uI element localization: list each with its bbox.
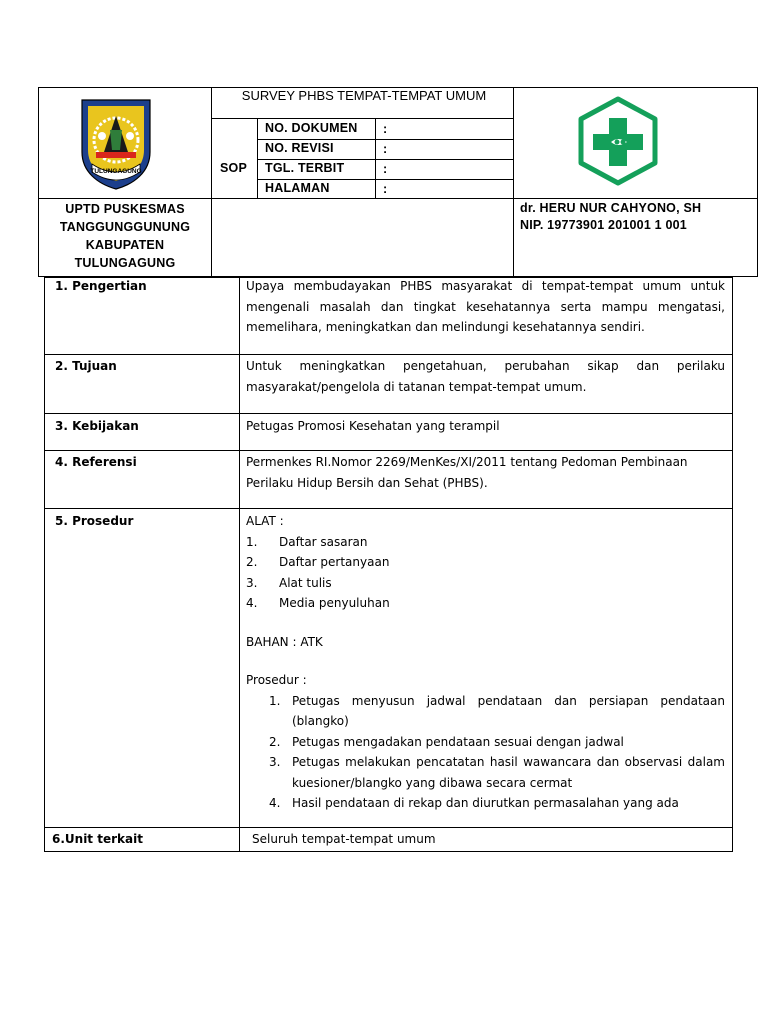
label-tujuan: 2. Tujuan <box>55 359 117 373</box>
signer-nip: NIP. 19773901 201001 1 001 <box>520 218 687 232</box>
puskesmas-logo <box>575 96 661 186</box>
list-item: 2. Petugas mengadakan pendataan sesuai dengan jadwal <box>269 734 624 749</box>
text-tujuan: Untuk meningkatkan pengetahuan, perubahan sikap dan perilaku masyarakat/pengelola di tatanan tempat-tempat umum. <box>246 359 725 394</box>
org-line-4: TULUNGAGUNG <box>74 256 176 270</box>
field-label-no-dokumen: NO. DOKUMEN <box>265 121 358 135</box>
field-value-no-dokumen: : <box>383 122 388 136</box>
shield-emblem-icon <box>76 96 156 192</box>
field-label-tgl-terbit: TGL. TERBIT <box>265 161 345 175</box>
logo-caption: TULUNGAGUNG <box>90 168 142 175</box>
text-referensi: Permenkes RI.Nomor 2269/MenKes/XI/2011 tentang Pedoman Pembinaan Perilaku Hidup Bersih dan Sehat (PHBS). <box>246 455 688 490</box>
label-prosedur: 5. Prosedur <box>55 514 134 528</box>
list-item: 2. Daftar pertanyaan <box>246 555 390 569</box>
field-value-no-revisi: : <box>383 142 388 156</box>
field-value-halaman: : <box>383 182 388 196</box>
label-kebijakan: 3. Kebijakan <box>55 419 139 433</box>
prosedur-content <box>246 511 725 814</box>
label-pengertian: 1. Pengertian <box>55 279 147 293</box>
sop-label: SOP <box>220 161 247 175</box>
label-referensi: 4. Referensi <box>55 455 137 469</box>
org-line-3: KABUPATEN <box>85 238 165 252</box>
field-label-halaman: HALAMAN <box>265 181 330 195</box>
list-item: 3. Petugas melakukan pencatatan hasil wawancara dan observasi dalam kuesioner/blangko yang dibawa secara cermat <box>269 755 725 790</box>
list-item: 1. Petugas menyusun jadwal pendataan dan persiapan pendataan (blangko) <box>269 693 725 728</box>
puskesmas-cross-icon <box>575 96 661 186</box>
alat-list <box>246 532 725 614</box>
bahan-text: BAHAN : ATK <box>246 634 323 649</box>
label-unit-terkait: 6.Unit terkait <box>52 832 143 846</box>
org-line-2: TANGGUNGGUNUNG <box>59 220 191 234</box>
text-pengertian: Upaya membudayakan PHBS masyarakat di tempat-tempat umum untuk mengenali masalah dan tingkat kesehatannya serta mampu mengatasi, memelihara, meningkatkan dan melindungi kesehatannya sendiri. <box>246 279 725 334</box>
steps-list <box>269 691 725 814</box>
list-item: 4. Media penyuluhan <box>246 596 390 610</box>
document-title: SURVEY PHBS TEMPAT-TEMPAT UMUM <box>241 88 487 103</box>
tulungagung-logo <box>76 96 156 192</box>
list-item: 4. Hasil pendataan di rekap dan diurutkan permasalahan yang ada <box>269 796 679 810</box>
field-label-no-revisi: NO. REVISI <box>265 141 334 155</box>
prosedur-title: Prosedur : <box>246 673 307 687</box>
alat-title: ALAT : <box>246 514 284 528</box>
signer-name: dr. HERU NUR CAHYONO, SH <box>520 201 702 215</box>
org-line-1: UPTD PUSKESMAS <box>65 202 185 216</box>
list-item: 1. Daftar sasaran <box>246 534 368 549</box>
text-kebijakan: Petugas Promosi Kesehatan yang terampil <box>246 419 500 433</box>
text-unit-terkait: Seluruh tempat-tempat umum <box>252 832 436 846</box>
org-name <box>40 200 210 272</box>
field-value-tgl-terbit: : <box>383 162 388 176</box>
list-item: 3. Alat tulis <box>246 575 332 590</box>
